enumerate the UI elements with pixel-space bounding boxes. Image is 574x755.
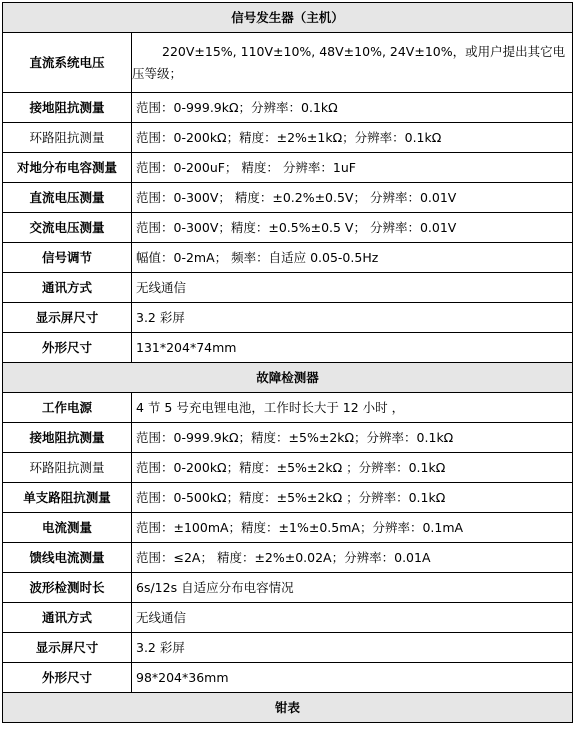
spec-label: 直流电压测量	[3, 183, 132, 213]
spec-value: 范围：±100mA；精度：±1%±0.5mA；分辨率：0.1mA	[132, 513, 573, 543]
spec-row	[3, 273, 573, 303]
spec-row	[3, 453, 573, 483]
spec-label: 通讯方式	[3, 273, 132, 303]
spec-row	[3, 573, 573, 603]
spec-label: 通讯方式	[3, 603, 132, 633]
spec-value: 范围：0-500kΩ；精度：±5%±2kΩ ；分辨率：0.1kΩ	[132, 483, 573, 513]
spec-label: 馈线电流测量	[3, 543, 132, 573]
spec-value: 范围：0-200kΩ；精度：±5%±2kΩ ；分辨率：0.1kΩ	[132, 453, 573, 483]
spec-row	[3, 633, 573, 663]
spec-value: 范围：0-200uF； 精度： 分辨率：1uF	[132, 153, 573, 183]
spec-row	[3, 153, 573, 183]
spec-row	[3, 663, 573, 693]
section-header	[3, 3, 573, 33]
section-header	[3, 693, 573, 723]
spec-value: 幅值：0-2mA； 频率：自适应 0.05-0.5Hz	[132, 243, 573, 273]
spec-value: 范围：0-999.9kΩ；分辨率：0.1kΩ	[132, 93, 573, 123]
spec-label: 显示屏尺寸	[3, 303, 132, 333]
section-title: 信号发生器（主机）	[3, 3, 573, 33]
spec-label: 信号调节	[3, 243, 132, 273]
spec-row	[3, 543, 573, 573]
section-title: 钳表	[3, 693, 573, 723]
spec-row	[3, 483, 573, 513]
spec-value: 范围：0-300V； 精度：±0.2%±0.5V； 分辨率：0.01V	[132, 183, 573, 213]
spec-value: 6s/12s 自适应分布电容情况	[132, 573, 573, 603]
section-header	[3, 363, 573, 393]
spec-value: 范围：≤2A； 精度：±2%±0.02A；分辨率：0.01A	[132, 543, 573, 573]
spec-label: 工作电源	[3, 393, 132, 423]
spec-label: 接地阻抗测量	[3, 93, 132, 123]
spec-value: 98*204*36mm	[132, 663, 573, 693]
spec-row	[3, 93, 573, 123]
spec-label: 环路阻抗测量	[3, 123, 132, 153]
spec-row	[3, 603, 573, 633]
spec-label: 接地阻抗测量	[3, 423, 132, 453]
spec-row	[3, 393, 573, 423]
spec-label: 显示屏尺寸	[3, 633, 132, 663]
spec-value: 无线通信	[132, 603, 573, 633]
spec-label: 外形尺寸	[3, 333, 132, 363]
spec-value: 无线通信	[132, 273, 573, 303]
spec-value: 范围：0-300V；精度：±0.5%±0.5 V； 分辨率：0.01V	[132, 213, 573, 243]
spec-row	[3, 33, 573, 93]
spec-row	[3, 213, 573, 243]
spec-label: 单支路阻抗测量	[3, 483, 132, 513]
spec-table	[2, 2, 573, 723]
spec-row	[3, 513, 573, 543]
spec-label: 直流系统电压	[3, 33, 132, 93]
spec-label: 外形尺寸	[3, 663, 132, 693]
spec-value: 范围：0-200kΩ；精度：±2%±1kΩ；分辨率：0.1kΩ	[132, 123, 573, 153]
spec-value: 3.2 彩屏	[132, 633, 573, 663]
spec-label: 环路阻抗测量	[3, 453, 132, 483]
spec-row	[3, 123, 573, 153]
spec-value: 3.2 彩屏	[132, 303, 573, 333]
spec-row	[3, 333, 573, 363]
spec-value: 131*204*74mm	[132, 333, 573, 363]
section-title: 故障检测器	[3, 363, 573, 393]
spec-row	[3, 183, 573, 213]
spec-row	[3, 303, 573, 333]
spec-label: 交流电压测量	[3, 213, 132, 243]
spec-label: 波形检测时长	[3, 573, 132, 603]
spec-row	[3, 243, 573, 273]
spec-label: 对地分布电容测量	[3, 153, 132, 183]
spec-value: 范围：0-999.9kΩ；精度：±5%±2kΩ；分辨率：0.1kΩ	[132, 423, 573, 453]
spec-row	[3, 423, 573, 453]
spec-value: 220V±15%, 110V±10%, 48V±10%, 24V±10%，或用户提出其它电压等级；	[132, 33, 573, 93]
spec-label: 电流测量	[3, 513, 132, 543]
spec-value: 4 节 5 号充电锂电池，工作时长大于 12 小时 ，	[132, 393, 573, 423]
